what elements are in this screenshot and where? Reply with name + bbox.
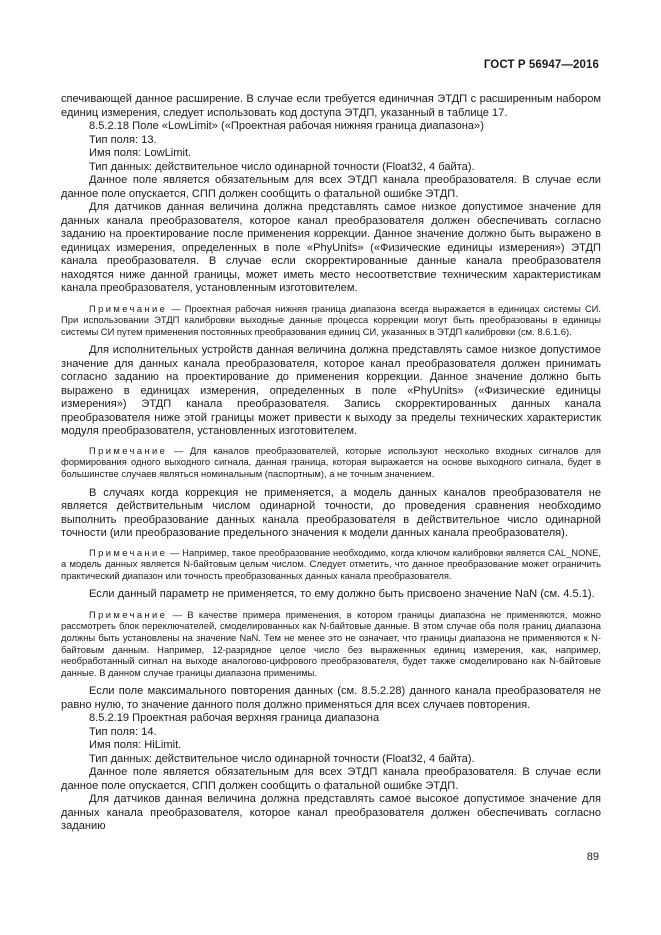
note-label: Примечание [89,608,168,620]
note-text: — Например, такое преобразование необходимо, когда ключом калибровки является CAL_NONE, а модель данных является N-байтовым целым числом. Следует отметить, что данное преобразование может ограничить практический диапазон или точность преобразованных данных канала преобразователя. [61,546,601,581]
field-name: Имя поля: HiLimit. [89,739,182,752]
note-label: Примечание [89,444,168,456]
paragraph-actuators: Для исполнительных устройств данная величина должна представлять самое низкое допустимое значение для данных канала преобразователя, которое канал преобразователя должен принимать согласно заданию на проектирование до применения коррекции. Данное значение должно быть выражено в единицах измерения, определенных в поле «PhyUnits» («Физические единицы измерения») ЭТДП канала преобразователя. Запись скорректированных данных канала преобразователя ниже этой границы может привести к выходу за пределы технических характеристик модуля преобразователя, установленных изготовителем. [61,344,601,438]
paragraph-mandatory: Данное поле является обязательным для всех ЭТДП канала преобразователя. В случае если данное поле опускается, СПП должен сообщить о фатальной ошибке ЭТДП. [61,766,601,792]
page-number: 89 [586,851,599,863]
note-3 [61,547,601,582]
data-type: Тип данных: действительное число одинарной точности (Float32, 4 байта). [89,160,475,173]
note-text: — Проектная рабочая нижняя граница диапазона всегда выражается в единицах системы СИ. При использовании ЭТДП калибровки выходные данные процесса коррекции могут быть преобразованы в единицы системы СИ путем применения постоянных преобразования единиц СИ, указанных в ЭТДП калибровки (см. 8.6.1.6). [61,302,601,337]
paragraph-no-correction: В случаях когда коррекция не применяется, а модель данных каналов преобразователя не является действительным числом одинарной точности, до проведения сравнения необходимо выполнить преобразование данных канала преобразователя в действительное число одинарной точности (или преобразование предельного значения к модели данных канала преобразователя). [61,486,601,540]
note-label: Примечание [89,546,168,558]
data-type: Тип данных: действительное число одинарной точности (Float32, 4 байта). [89,752,475,765]
document-header: ГОСТ Р 56947—2016 [483,59,599,71]
note-1 [61,303,601,338]
paragraph-mandatory: Данное поле является обязательным для всех ЭТДП канала преобразователя. В случае если данное поле опускается, СПП должен сообщить о фатальной ошибке ЭТДП. [61,174,601,200]
field-type: Тип поля: 14. [89,725,157,738]
note-4 [61,609,601,679]
note-2 [61,445,601,480]
paragraph-sensors: Для датчиков данная величина должна представлять самое низкое допустимое значение для данных канала преобразователя, которое канал преобразователя должен обеспечивать согласно заданию на проектирование после применения коррекции. Данное значение должно быть выражено в единицах измерения, определенных в поле «PhyUnits» («Физические единицы измерения») ЭТДП канала преобразователя. В случае если скорректированные данные канала преобразователя находятся ниже данной границы, может иметь место несоответствие техническим характеристикам канала преобразователя, установленным изготовителем. [61,201,601,294]
section-heading-8-5-2-19: 8.5.2.19 Проектная рабочая верхняя граница диапазона [89,712,380,725]
note-text: — В качестве примера применения, в котором границы диапазона не применяются, можно рассмотреть блок переключателей, смоделированных как N-байтовые данные. В этом случае оба поля границ диапазона должны быть установлены на значение NaN. Тем не менее это не означает, что границы диапазона не применяются к N-байтовым данным. Например, 12-разрядное целое число без выраженных единиц измерения, как, например, необработанный сигнал на выходе аналогово-цифрового преобразователя, будет также смоделировано как N-байтовые данные. В данном случае границы диапазона применимы. [61,608,601,678]
paragraph-nan: Если данный параметр не применяется, то ему должно быть присвоено значение NaN (см. 4.5.1). [89,588,595,601]
paragraph-sensors-high: Для датчиков данная величина должна представлять самое высокое допустимое значение для данных канала преобразователя, которое канал преобразователя должен обеспечивать согласно заданию [61,793,601,833]
paragraph-continuation: спечивающей данное расширение. В случае если требуется единичная ЭТДП с расширенным набором единиц измерения, следует использовать код доступа ЭТДП, указанный в таблице 17. [61,93,601,119]
document-body [61,93,601,834]
section-heading-8-5-2-18: 8.5.2.18 Поле «LowLimit» («Проектная рабочая нижняя граница диапазона») [89,120,484,132]
field-name: Имя поля: LowLimit. [89,147,192,159]
note-label: Примечание [89,302,168,314]
paragraph-repetition: Если поле максимального повторения данных (см. 8.5.2.28) данного канала преобразователя не равно нулю, то значение данного поля должно применяться для всех случаев повторения. [61,685,601,711]
field-type: Тип поля: 13. [89,133,157,146]
note-text: — Для каналов преобразователей, которые используют несколько входных сигналов для формирования одного выходного сигнала, данная граница, которая выражается на основе выходного сигнала, будет в большинстве случаев являться номинальным (паспортным), а не точным значением. [61,444,601,479]
